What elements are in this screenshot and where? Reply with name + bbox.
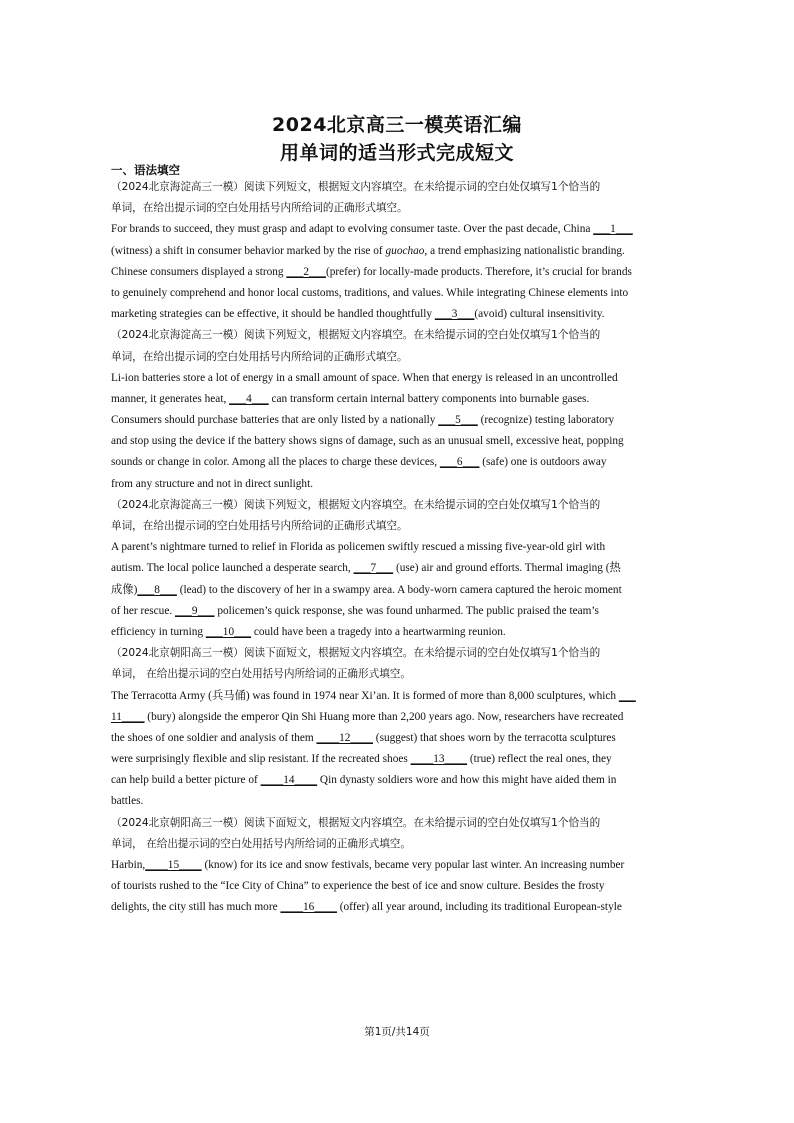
text-segment: (prefer) for locally-made products. Therefore, it’s crucial for brands [325,265,632,278]
text-segment: 单词， 在给出提示词的空白处用括号内所给词的正确形式填空。 [111,837,411,850]
text-segment: from any structure and not in direct sunlight. [111,477,314,490]
document-title: 2024北京高三一模英语汇编 [272,114,522,136]
document-subtitle: 用单词的适当形式完成短文 [279,142,514,164]
passage-line [111,452,686,473]
text-segment: can help build a better picture of [111,774,261,787]
text-segment: of her rescue. [111,604,175,617]
passage-line [111,686,686,707]
answer-blank: ____16____ [280,901,337,914]
text-segment: and stop using the device if the battery shows signs of damage, such as an unusual smell, excessive heat, popping [111,435,624,448]
passage-line [111,537,686,558]
text-segment: to genuinely comprehend and honor local customs, traditions, and values. While integrating Chinese elements into [111,286,629,299]
text-segment: were surprisingly flexible and slip resistant. If the recreated shoes [111,753,411,766]
text-segment: marketing strategies can be effective, it should be handled thoughtfully [111,308,435,321]
answer-blank: ____12____ [316,731,373,744]
answer-blank: ___10___ [205,625,252,638]
text-segment: (suggest) that shoes worn by the terracotta sculptures [372,731,616,744]
answer-blank: ___1___ [593,223,633,236]
text-segment: (witness) a shift in consumer behavior marked by the rise of [111,244,386,257]
answer-blank: ___8___ [137,583,177,596]
text-segment: guochao [385,244,425,257]
text-segment: (offer) all year around, including its traditional European-style [336,901,622,914]
text-segment: (know) for its ice and snow festivals, became very popular last winter. An increasing number [201,859,625,871]
text-segment: （2024北京海淀高三一模）阅读下列短文，根据短文内容填空。在未给提示词的空白处仅填写1个恰当的 [111,498,601,511]
instruction-line [111,813,686,834]
text-segment: 单词，在给出提示词的空白处用括号内所给词的正确形式填空。 [111,202,408,215]
passage-line [111,876,686,897]
answer-blank: ____13____ [410,753,468,766]
text-segment: sounds or change in color. Among all the places to charge these devices, [111,456,440,469]
answer-blank: ____14____ [260,774,318,787]
instruction-line [111,643,686,664]
instruction-line [111,177,686,198]
passage-line [111,241,686,262]
page-number: 第1页/共14页 [364,1026,430,1038]
answer-blank: 11____ [111,710,145,723]
document-body [111,177,686,919]
passage-line [111,431,686,452]
instruction-line [111,495,686,516]
answer-blank: ___5___ [438,414,478,427]
instruction-line [111,347,686,368]
instruction-line [111,664,686,685]
passage-line [111,855,686,876]
text-segment: 单词， 在给出提示词的空白处用括号内所给词的正确形式填空。 [111,668,411,681]
text-segment: efficiency in turning [111,625,206,638]
section-heading: 一、语法填空 [111,163,180,177]
text-segment: For brands to succeed, they must grasp and adapt to evolving consumer taste. Over the past decade, China [111,223,594,236]
text-segment: （2024北京海淀高三一模）阅读下列短文，根据短文内容填空。在未给提示词的空白处仅填写1个恰当的 [111,181,601,193]
passage-line [111,622,686,643]
text-segment: (lead) to the discovery of her in a swampy area. A body-worn camera captured the heroic moment [176,583,622,596]
passage-line [111,791,686,812]
answer-blank: ___4___ [229,392,269,405]
text-segment: policemen’s quick response, she was found unharmed. The public praised the team’s [214,604,599,617]
passage-line [111,707,686,728]
instruction-line [111,198,686,219]
passage-line [111,283,686,304]
text-segment: autism. The local police launched a desperate search, [111,562,354,575]
passage-line [111,219,686,240]
text-segment: Consumers should purchase batteries that are only listed by a nationally [111,414,439,427]
text-segment: battles. [111,795,144,808]
passage-line [111,410,686,431]
text-segment: (bury) alongside the emperor Qin Shi Huang more than 2,200 years ago. Now, researchers have recreated [144,710,624,723]
text-segment: (avoid) cultural insensitivity. [474,308,605,321]
answer-blank: ___2___ [286,265,326,278]
text-segment: Qin dynasty soldiers wore and how this might have aided them in [317,774,617,787]
answer-blank: ___3___ [434,308,475,321]
instruction-line [111,516,686,537]
text-segment: (recognize) testing laboratory [477,414,615,427]
text-segment: (use) air and ground efforts. Thermal imaging (热 [393,562,621,575]
passage-line [111,474,686,495]
answer-blank: ___9___ [174,604,215,617]
passage-line [111,749,686,770]
text-segment: （2024北京朝阳高三一模）阅读下面短文，根据短文内容填空。在未给提示词的空白处仅填写1个恰当的 [111,647,601,660]
text-segment: the shoes of one soldier and analysis of them [111,731,317,744]
text-segment: (true) reflect the real ones, they [467,753,612,766]
passage-line [111,580,686,601]
text-segment: , a trend emphasizing nationalistic branding. [424,244,625,257]
text-segment: Li-ion batteries store a lot of energy in a small amount of space. When that energy is released in an uncontrolled [111,371,618,384]
text-segment: Chinese consumers displayed a strong [111,265,287,278]
text-segment: The Terracotta Army (兵马俑) was found in 1974 near Xi’an. It is formed of more than 8,000 sculptures, which [111,689,619,702]
answer-blank: ___7___ [353,562,394,575]
passage-line [111,897,686,918]
text-segment: 单词，在给出提示词的空白处用括号内所给词的正确形式填空。 [111,350,408,363]
text-segment: could have been a tragedy into a heartwarming reunion. [251,625,506,638]
text-segment: manner, it generates heat, [111,392,230,405]
text-segment: Harbin, [111,859,146,871]
passage-line [111,368,686,389]
text-segment: （2024北京海淀高三一模）阅读下列短文，根据短文内容填空。在未给提示词的空白处仅填写1个恰当的 [111,329,601,342]
passage-line [111,601,686,622]
passage-line [111,389,686,410]
passage-line [111,728,686,749]
passage-line [111,304,686,325]
passage-line [111,558,686,579]
text-segment: (safe) one is outdoors away [479,456,607,469]
text-segment: 单词，在给出提示词的空白处用括号内所给词的正确形式填空。 [111,520,408,532]
instruction-line [111,834,686,855]
text-segment: delights, the city still has much more [111,901,281,914]
answer-blank: ___6___ [439,456,480,469]
answer-blank: ___ [618,689,636,702]
passage-line [111,770,686,791]
text-segment: （2024北京朝阳高三一模）阅读下面短文，根据短文内容填空。在未给提示词的空白处仅填写1个恰当的 [111,816,601,829]
text-segment: can transform certain internal battery components into burnable gases. [268,392,590,405]
text-segment: A parent’s nightmare turned to relief in Florida as policemen swiftly rescued a missing five-year-old girl with [111,541,606,554]
passage-line [111,262,686,283]
text-segment: 成像) [111,583,138,596]
answer-blank: ____15____ [145,859,202,871]
text-segment: of tourists rushed to the “Ice City of China” to experience the best of ice and snow culture. Besides the frosty [111,880,605,893]
instruction-line [111,325,686,346]
